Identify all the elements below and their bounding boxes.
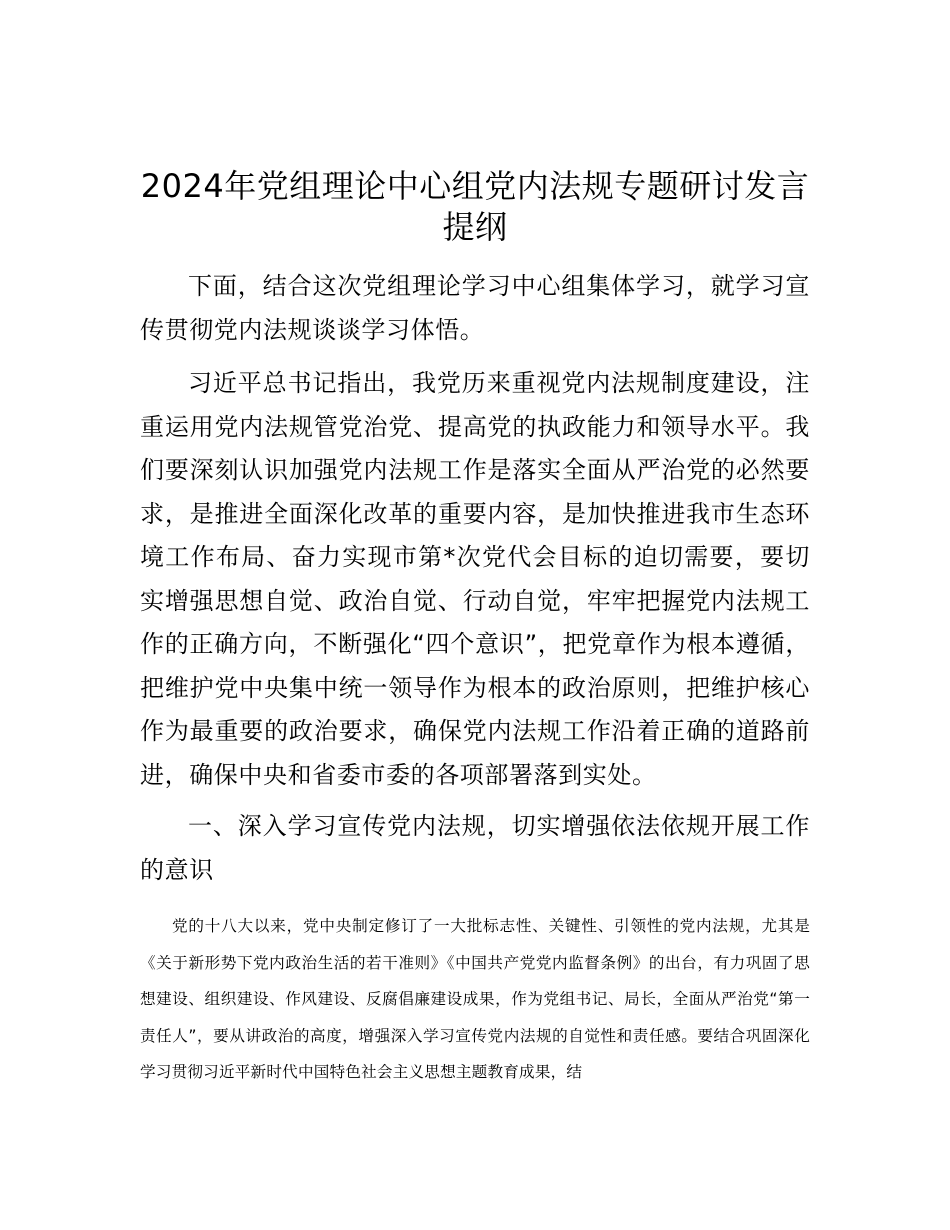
section-paragraph: 党的十八大以来，党中央制定修订了一大批标志性、关键性、引领性的党内法规，尤其是《关于新形势下党内政治生活的若干准则》《中国共产党党内监督条例》的出台，有力巩固了思想建设、组织建设、作风建设、反腐倡廉建设成果，作为党组书记、局长，全面从严治党“第一责任人”，要从讲政治的高度，增强深入学习宣传党内法规的自觉性和责任感。要结合巩固深化学习贯彻习近平新时代中国特色社会主义思想主题教育成果，结 bbox=[140, 917, 810, 1081]
section-heading: 一、深入学习宣传党内法规，切实增强依法依规开展工作的意识 bbox=[140, 812, 810, 884]
intro-paragraph: 下面，结合这次党组理论学习中心组集体学习，就学习宣传贯彻党内法规谈谈学习体悟。 bbox=[140, 272, 810, 344]
body-paragraph: 习近平总书记指出，我党历来重视党内法规制度建设，注重运用党内法规管党治党、提高党的执政能力和领导水平。我们要深刻认识加强党内法规工作是落实全面从严治党的必然要求，是推进全面深化改革的重要内容，是加快推进我市生态环境工作布局、奋力实现市第*次党代会目标的迫切需要，要切实增强思想自觉、政治自觉、行动自觉，牢牢把握党内法规工作的正确方向，不断强化“四个意识”，把党章作为根本遵循，把维护党中央集中统一领导作为根本的政治原则，把维护核心作为最重要的政治要求，确保党内法规工作沿着正确的道路前进，确保中央和省委市委的各项部署落到实处。 bbox=[140, 369, 810, 789]
document-title: 2024年党组理论中心组党内法规专题研讨发言提纲 bbox=[140, 167, 810, 246]
